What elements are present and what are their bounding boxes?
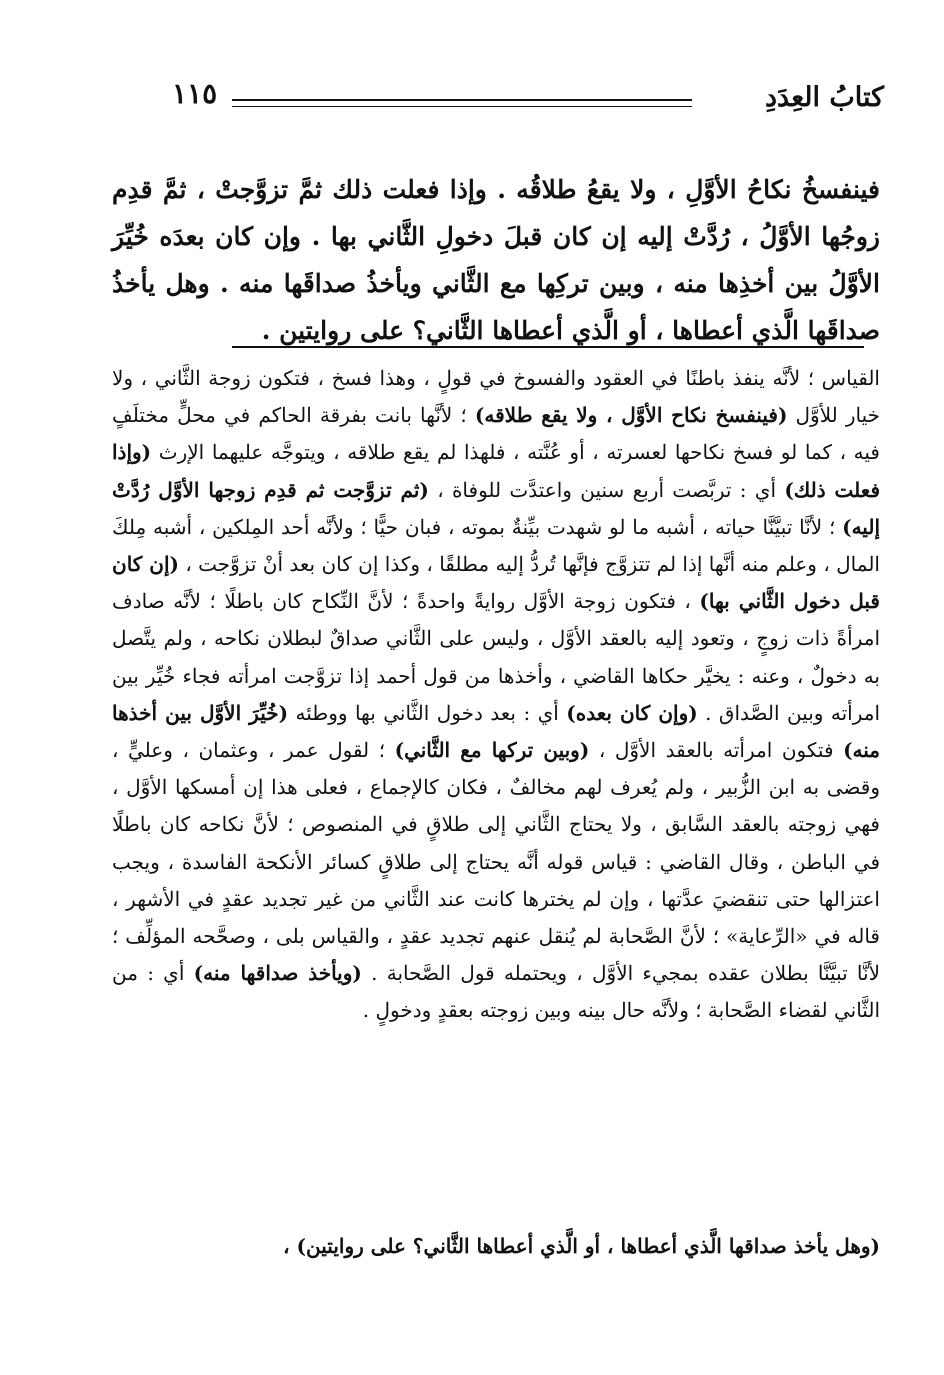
- commentary-segment: فتكون امرأته بالعقد الأوَّل ،: [589, 738, 844, 763]
- matn-separator-rule: [232, 346, 864, 348]
- quoted-matn: (وبين تركها مع الثَّاني): [394, 738, 590, 763]
- quoted-matn: (إن كان قبل دخول الثَّاني بها): [112, 552, 880, 614]
- running-header-title: كتابُ العِدَدِ: [765, 82, 884, 113]
- commentary-segment: ؛ لأنَّا تبيَّنَّا حياته ، أشبه ما لو شهدت بيِّنةٌ بموته ، فبان حيًّا ؛ ولأنَّه أحد المِلكين ، أشبه مِلكَ المال ، وعلم منه أنَّها إذا لم تتزوَّج فإنَّها تُردُّ إليه مطلقًا ، وكذا إن كان بعد أنْ تزوَّجت ،: [112, 514, 880, 577]
- commentary-segment: أي : من الثَّاني لقضاء الصَّحابة ؛ ولأنَّه حال بينه وبين زوجته بعقدٍ ودخولٍ .: [112, 961, 880, 1023]
- commentary-segment: ؛ لقول عمر ، وعثمان ، وعليٍّ ، وقضى به ابن الزُّبير ، ولم يُعرف لهم مخالفٌ ، فكان كالإجماع ، فعلى هذا إن أمسكها الأوَّل ، فهي زوجته بالعقد السَّابق ، ولا يحتاج الثَّاني إلى طلاقٍ في المنصوص ؛ لأنَّ نكاحه كان باطلًا في الباطن ، وقال القاضي : قياس قوله أنَّه يحتاج إلى طلاقٍ كسائر الأنكحة الفاسدة ، ويجب اعتزالها حتى تنقضيَ عدَّتها ، وإن لم يخترها كانت عند الثَّاني من غير تجديد عقدٍ في الأشهر ، قاله في «الرِّعاية» ؛ لأنَّ الصَّحابة لم يُنقل عنهم تجديد عقدٍ ، والقياس بلى ، وصحَّحه المؤلِّف ؛ لأنَّا تبيَّنَّا بطلان عقده بمجيء الأوَّل ، ويحتمله قول الصَّحابة .: [112, 738, 880, 986]
- closing-quoted-matn: (وهل يأخذ صداقها الَّذي أعطاها ، أو الَّذي أعطاها الثَّاني؟ على روايتين) ،: [283, 1234, 880, 1258]
- commentary-segment: ؛ لأنَّها بانت بفرقة الحاكم في محلٍّ مختلَفٍ فيه ، كما لو فسخ نكاحها لعسرته ، أو عُنَّته ، فلهذا لم يقع طلاقه ، ويتوجَّه عليهما الإرث: [112, 403, 880, 465]
- quoted-matn: (وإن كان بعده): [566, 700, 698, 725]
- quoted-matn: (ثم تزوَّجت ثم قدِم زوجها الأوَّل رُدَّتْ إليه): [112, 477, 880, 539]
- commentary-segment: ، فتكون زوجة الأوَّل روايةً واحدةً ؛ لأنَّ النِّكاح كان باطلًا ؛ لأنَّه صادف امرأةً ذات زوجٍ ، وتعود إليه بالعقد الأوَّل ، وليس على الثَّاني صداقٌ لبطلان نكاحه ، ولم يتَّصل به دخولٌ ، وعنه : يخيَّر حكاها القاضي ، وأخذها من قول أحمد إذا تزوَّجت امرأته فجاء خُيِّر بين امرأته وبين الصَّداق .: [112, 589, 881, 725]
- commentary-segment: القياس ؛ لأنَّه ينفذ باطنًا في العقود والفسوخ في قولٍ ، وهذا فسخ ، فتكون زوجة الثَّاني ، ولا خيار للأوَّل: [112, 366, 881, 428]
- quoted-matn: (فينفسخ نكاح الأوَّل ، ولا يقع طلاقه): [474, 403, 788, 428]
- header-rule: [232, 99, 692, 107]
- matn-text: فينفسخُ نكاحُ الأوَّلِ ، ولا يقعُ طلاقُه . وإذا فعلت ذلك ثمَّ تزوَّجتْ ، ثمَّ قدِم زوجُها الأوَّلُ ، رُدَّتْ إليه إن كان قبلَ دخولِ الثَّاني بها . وإن كان بعدَه خُيِّرَ الأوَّلُ بين أخذِها منه ، وبين تركِها مع الثَّاني ويأخذُ صداقَها منه . وهل يأخذُ صداقَها الَّذي أعطاها ، أو الَّذي أعطاها الثَّاني؟ على روايتين .: [112, 175, 880, 345]
- commentary-segment: أي : بعد دخول الثَّاني بها ووطئه: [288, 700, 567, 725]
- quoted-matn: (وإذا فعلت ذلك): [112, 440, 881, 502]
- quoted-matn: (ويأخذ صداقها منه): [193, 961, 362, 986]
- page-number: ١١٥: [172, 77, 218, 110]
- quoted-matn: (خُيِّرَ الأوَّل بين أخذها منه): [112, 700, 880, 763]
- commentary-segment: أي : تربَّصت أربع سنين واعتدَّت للوفاة ،: [428, 477, 785, 502]
- commentary-text: [112, 360, 880, 1030]
